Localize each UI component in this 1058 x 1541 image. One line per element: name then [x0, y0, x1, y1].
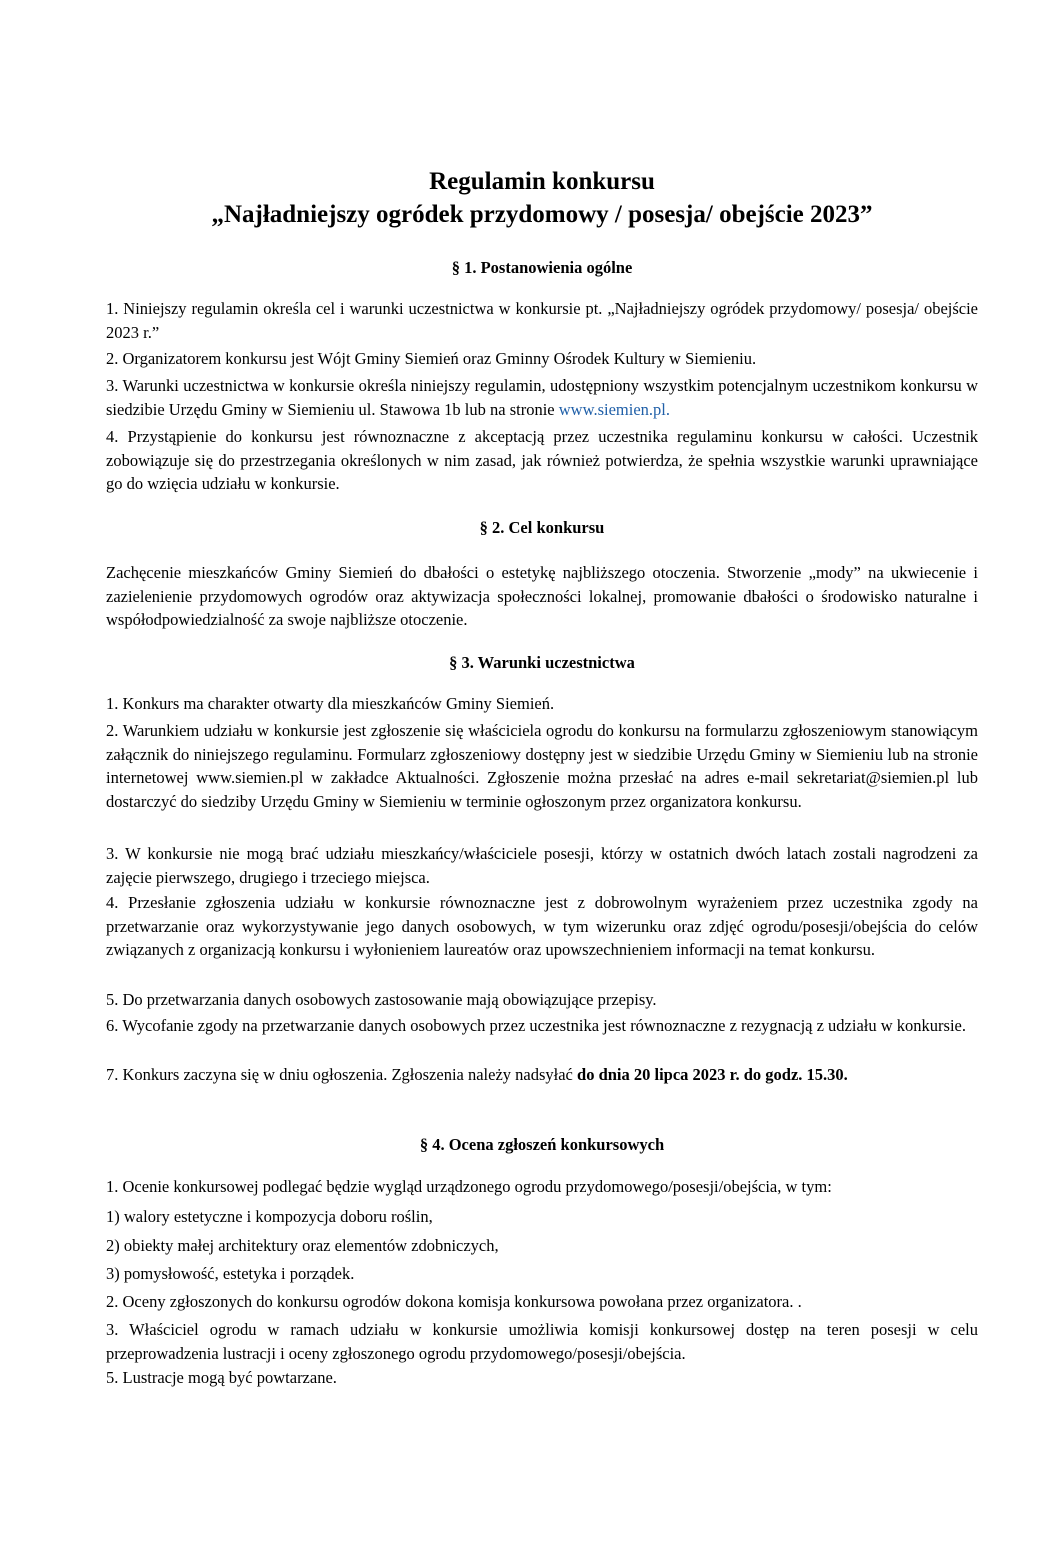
section-4-paragraph-3: 3. Właściciel ogrodu w ramach udziału w konkursie umożliwia komisji konkursowej dostęp na teren posesji w celu przeprowadzenia lustracji i oceny zgłoszonego ogrodu przydomowego/posesji/obejścia.: [106, 1320, 978, 1363]
section-3-paragraph-7-text: 7. Konkurs zaczyna się w dniu ogłoszenia. Zgłoszenia należy nadsyłać: [106, 1065, 578, 1084]
section-3-heading: § 3. Warunki uczestnictwa: [449, 653, 635, 672]
document-subtitle: „Najładniejszy ogródek przydomowy / posesja/ obejście 2023”: [211, 201, 873, 228]
section-3-paragraph-4: 4. Przesłanie zgłoszenia udziału w konkursie równoznaczne jest z dobrowolnym wyrażeniem przez uczestnika zgody na przetwarzanie oraz wykorzystywanie jego danych osobowych, w tym wizerunku oraz zdjęć ogrodu/posesji/obejścia do celów związanych z organizacją konkursu i wyłonieniem laureatów oraz upowszechnieniem informacji na temat konkursu.: [106, 893, 978, 959]
website-link[interactable]: www.siemien.pl.: [558, 399, 670, 419]
section-3-paragraph-2: 2. Warunkiem udziału w konkursie jest zgłoszenie się właściciela ogrodu do konkursu na formularzu zgłoszeniowym stanowiącym załącznik do niniejszego regulaminu. Formularz zgłoszeniowy dostępny jest w siedzibie Urzędu Gminy w Siemieniu lub na stronie internetowej www.siemien.pl w zakładce Aktualności. Zgłoszenie można przesłać na adres e-mail sekretariat@siemien.pl lub dostarczyć do siedziby Urzędu Gminy w Siemieniu w terminie ogłoszonym przez organizatora konkursu.: [106, 721, 978, 811]
section-1-heading: § 1. Postanowienia ogólne: [451, 258, 633, 277]
section-3-paragraph-3: 3. W konkursie nie mogą brać udziału mieszkańcy/właściciele posesji, którzy w ostatnich dwóch latach zostali nagrodzeni za zajęcie pierwszego, drugiego i trzeciego miejsca.: [106, 844, 978, 887]
section-3-paragraph-1: 1. Konkurs ma charakter otwarty dla mieszkańców Gminy Siemień.: [106, 694, 555, 713]
section-2-heading: § 2. Cel konkursu: [479, 518, 605, 537]
section-4-heading: § 4. Ocena zgłoszeń konkursowych: [419, 1135, 665, 1154]
section-3-paragraph-6: 6. Wycofanie zgody na przetwarzanie danych osobowych przez uczestnika jest równoznaczne z rezygnacją z udziału w konkursie.: [106, 1016, 966, 1035]
section-3-paragraph-5: 5. Do przetwarzania danych osobowych zastosowanie mają obowiązujące przepisy.: [106, 990, 657, 1009]
section-1-paragraph-1: 1. Niniejszy regulamin określa cel i warunki uczestnictwa w konkursie pt. „Najładniejszy ogródek przydomowy/ posesja/ obejście 2023 r.”: [106, 299, 978, 342]
section-1-paragraph-3-text: 3. Warunki uczestnictwa w konkursie określa niniejszy regulamin, udostępniony wszystkim potencjalnym uczestnikom konkursu w siedzibie Urzędu Gminy w Siemieniu ul. Stawowa 1b lub na stronie: [106, 376, 978, 419]
section-4-list-item-2: 2) obiekty małej architektury oraz elementów zdobniczych,: [106, 1236, 499, 1255]
section-4-paragraph-5: 5. Lustracje mogą być powtarzane.: [106, 1368, 337, 1387]
section-4-paragraph-2: 2. Oceny zgłoszonych do konkursu ogrodów dokona komisja konkursowa powołana przez organizatora. .: [106, 1292, 802, 1311]
section-4-list-item-1: 1) walory estetyczne i kompozycja doboru roślin,: [106, 1207, 433, 1226]
deadline-text: do dnia 20 lipca 2023 r. do godz. 15.30.: [577, 1065, 848, 1084]
document-title: Regulamin konkursu: [429, 168, 655, 195]
section-3-paragraph-7: [106, 1063, 978, 1087]
section-4-list-item-3: 3) pomysłowość, estetyka i porządek.: [106, 1264, 355, 1283]
section-2-paragraph-1: Zachęcenie mieszkańców Gminy Siemień do dbałości o estetykę najbliższego otoczenia. Stworzenie „mody” na ukwiecenie i zazielenienie przydomowych ogrodów oraz aktywizacja społeczności lokalnej, promowanie dbałości o środowisko naturalne i współodpowiedzialność za swoje najbliższe otoczenie.: [106, 563, 978, 629]
section-1-paragraph-3: [106, 374, 978, 421]
section-4-paragraph-1: 1. Ocenie konkursowej podlegać będzie wygląd urządzonego ogrodu przydomowego/posesji/obejścia, w tym:: [106, 1177, 832, 1196]
section-1-paragraph-4: 4. Przystąpienie do konkursu jest równoznaczne z akceptacją przez uczestnika regulaminu konkursu w całości. Uczestnik zobowiązuje się do przestrzegania określonych w nim zasad, jak również potwierdza, że spełnia wszystkie warunki uprawniające go do wzięcia udziału w konkursie.: [106, 427, 978, 493]
section-1-paragraph-2: 2. Organizatorem konkursu jest Wójt Gminy Siemień oraz Gminny Ośrodek Kultury w Siemieniu.: [106, 349, 757, 368]
